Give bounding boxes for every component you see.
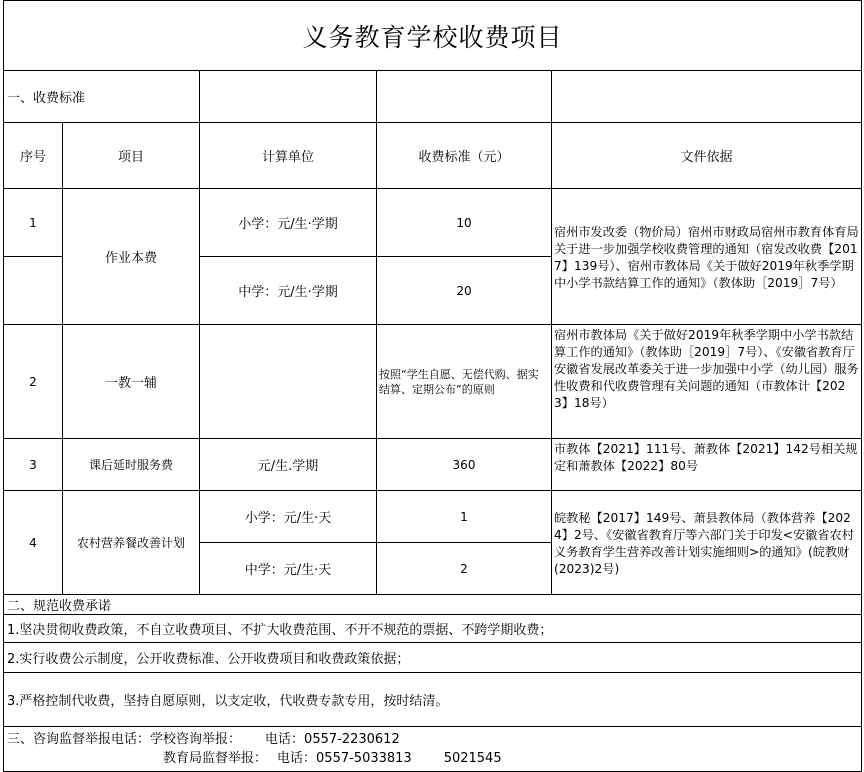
row-basis: 市教体【2021】111号、萧教体【2021】142号相关规定和萧教体【2022】80号 (552, 439, 862, 491)
empty-cell (377, 71, 552, 123)
row-unit: 小学：元/生·天 (200, 491, 377, 543)
section-promise-label: 二、规范收费承诺 (4, 595, 862, 615)
row-seq: 2 (4, 325, 63, 439)
row-unit: 元/生.学期 (200, 439, 377, 491)
row-basis: 宿州市发改委（物价局）宿州市财政局宿州市教育体育局关于进一步加强学校收费管理的通知（宿发改收费【2017】139号）、宿州市教体局《关于做好2019年秋季学期中小学书款结算工作的通知》（教体助［2019］7号） (552, 189, 862, 325)
row-unit: 中学：元/生·天 (200, 543, 377, 595)
fee-table (3, 0, 862, 772)
contact-section-label: 三、咨询监督举报电话： (7, 732, 151, 747)
school-report-label: 学校咨询举报： (150, 732, 242, 747)
page-title: 义务教育学校收费项目 (4, 1, 862, 71)
header-seq: 序号 (4, 123, 63, 189)
empty-cell (552, 71, 862, 123)
row-basis: 宿州市教体局《关于做好2019年秋季学期中小学书款结算工作的通知》（教体助［2019］7号）、《安徽省教育厅安徽省发展改革委关于进一步加强中小学（幼儿园）服务性收费和代收费管理有关问题的通知（市教体计【2023】18号） (552, 325, 862, 439)
row-item: 作业本费 (63, 189, 200, 325)
header-unit: 计算单位 (200, 123, 377, 189)
bureau-report-label: 教育局监督举报： (163, 751, 268, 766)
row-standard: 按照“学生自愿、无偿代购、据实结算、定期公布”的原则 (377, 325, 552, 439)
table-row (4, 189, 862, 257)
row-seq: 4 (4, 491, 63, 595)
table-row (4, 439, 862, 491)
row-standard: 2 (377, 543, 552, 595)
row-seq: 1 (4, 189, 63, 257)
row-standard: 1 (377, 491, 552, 543)
promise-item: 3.严格控制代收费，坚持自愿原则，以支定收，代收费专款专用，按时结清。 (4, 673, 862, 727)
school-phone-label: 电话： (265, 732, 305, 747)
header-basis: 文件依据 (552, 123, 862, 189)
table-row (4, 491, 862, 543)
contact-block (4, 727, 862, 772)
promise-item: 2.实行收费公示制度，公开收费标准、公开收费项目和收费政策依据； (4, 643, 862, 673)
row-standard: 360 (377, 439, 552, 491)
row-item: 课后延时服务费 (63, 439, 200, 491)
bureau-phone-2: 5021545 (443, 751, 502, 766)
row-seq: 3 (4, 439, 63, 491)
row-unit: 小学：元/生·学期 (200, 189, 377, 257)
empty-cell (4, 257, 63, 325)
school-phone: 0557-2230612 (304, 732, 400, 747)
section-fee-standard-label: 一、收费标准 (4, 71, 200, 123)
promise-item: 1.坚决贯彻收费政策，不自立收费项目、不扩大收费范围、不开不规范的票据、不跨学期收费； (4, 615, 862, 643)
empty-cell (200, 71, 377, 123)
empty-cell (200, 325, 377, 439)
table-row (4, 325, 862, 439)
header-item: 项目 (63, 123, 200, 189)
row-unit: 中学：元/生·学期 (200, 257, 377, 325)
bureau-phone: 0557-5033813 (316, 751, 412, 766)
row-standard: 20 (377, 257, 552, 325)
row-basis: 皖教秘【2017】149号、萧县教体局（教体营养【2024】2号、《安徽省教育厅等六部门关于印发<安徽省农村义务教育学生营养改善计划实施细则>的通知》(皖教财(2023)2号) (552, 491, 862, 595)
row-standard: 10 (377, 189, 552, 257)
row-item: 一教一辅 (63, 325, 200, 439)
header-standard: 收费标准（元） (377, 123, 552, 189)
row-item: 农村营养餐改善计划 (63, 491, 200, 595)
bureau-phone-label: 电话： (277, 751, 317, 766)
